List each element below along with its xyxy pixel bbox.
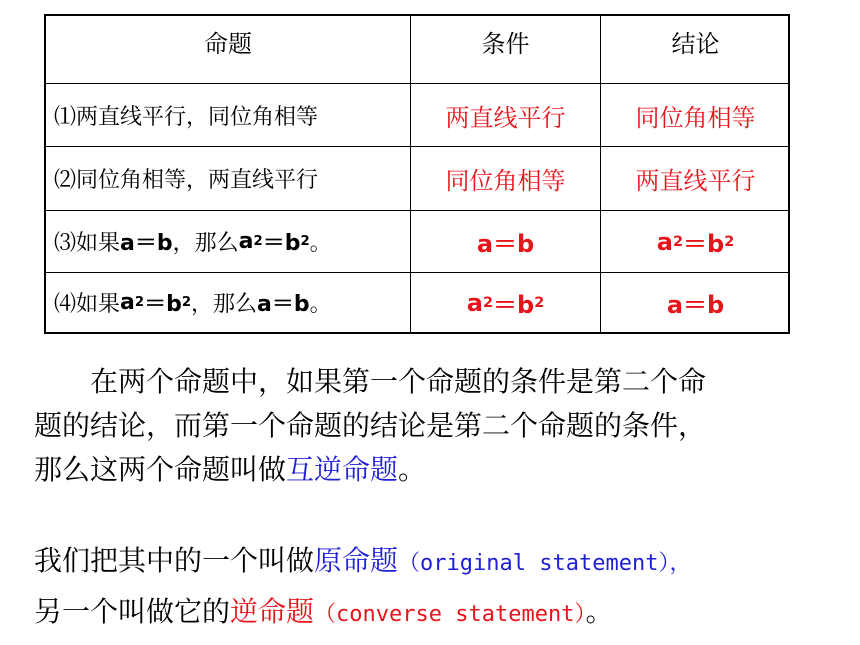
prop-text: a: [238, 229, 254, 254]
paragraph-line: [34, 448, 706, 492]
header-proposition: 命题: [46, 16, 411, 83]
prop-text: 。: [309, 292, 332, 317]
definition-paragraph: [34, 360, 706, 492]
prop-text: ＝b: [262, 231, 301, 256]
prop-text: a: [120, 290, 135, 315]
table-header-row: [46, 16, 788, 84]
paragraph-line: [34, 588, 691, 639]
prop-text: 。: [309, 231, 332, 256]
prop-exponent: 2: [181, 295, 191, 310]
prop-text: ⑶如果: [54, 231, 121, 256]
conclusion-cell: 两直线平行: [635, 167, 756, 195]
condition-cell: a＝b: [411, 211, 601, 272]
line-text: 。: [585, 595, 614, 628]
table-row: [46, 147, 788, 211]
prop-exponent: 2: [253, 234, 263, 249]
conclusion-cell: 同位角相等: [635, 103, 756, 132]
conclusion-text: ＝b: [683, 230, 725, 258]
line-text: 我们把其中的一个叫做: [34, 544, 315, 577]
term-converse-propositions: 互逆命题: [286, 453, 399, 486]
header-condition: 条件: [411, 16, 601, 83]
conclusion-text: a: [656, 227, 673, 256]
prop-text: a＝b: [257, 292, 310, 317]
paragraph-line: [34, 537, 691, 588]
prop-text: ，那么: [191, 292, 258, 317]
table-row: [46, 211, 788, 273]
condition-exponent: 2: [534, 294, 545, 311]
conclusion-cell: a＝b: [666, 291, 725, 319]
term-original-en: （original statement），: [398, 551, 692, 576]
prop-exponent: 2: [134, 295, 145, 310]
conclusion-cell: [601, 211, 790, 272]
term-original: 原命题: [314, 544, 399, 577]
table-row: [46, 84, 788, 147]
condition-text: ＝b: [493, 291, 535, 319]
condition-exponent: 2: [482, 294, 493, 311]
paragraph-line: 在两个命题中，如果第一个命题的条件是第二个命: [90, 365, 707, 398]
term-converse: 逆命题: [230, 595, 315, 628]
term-converse-en: （converse statement）: [314, 602, 586, 627]
prop-text: a＝b: [120, 231, 173, 256]
conclusion-exponent: 2: [724, 233, 735, 250]
paragraph-line: 题的结论，而第一个命题的结论是第二个命题的条件，: [34, 409, 707, 442]
prop-text: ⑷如果: [54, 292, 121, 317]
line-text: 。: [398, 453, 427, 486]
condition-cell: 同位角相等: [411, 147, 601, 210]
condition-cell: 两直线平行: [411, 84, 601, 146]
prop-text: ＝b: [144, 292, 182, 317]
prop-text: ，那么: [172, 231, 239, 256]
proposition-cell: ⑵同位角相等，两直线平行: [46, 147, 411, 210]
prop-exponent: 2: [300, 234, 310, 249]
header-conclusion: 结论: [671, 30, 720, 58]
propositions-table: [44, 14, 790, 334]
line-text: 另一个叫做它的: [34, 595, 231, 628]
conclusion-exponent: 2: [672, 233, 683, 250]
condition-text: a: [466, 288, 483, 317]
table-row: [46, 273, 788, 332]
proposition-cell: [46, 211, 411, 272]
condition-cell: [411, 273, 601, 332]
naming-paragraph: [34, 537, 691, 639]
proposition-cell: [46, 273, 411, 332]
line-text: 那么这两个命题叫做: [34, 453, 287, 486]
proposition-cell: ⑴两直线平行，同位角相等: [46, 84, 411, 146]
